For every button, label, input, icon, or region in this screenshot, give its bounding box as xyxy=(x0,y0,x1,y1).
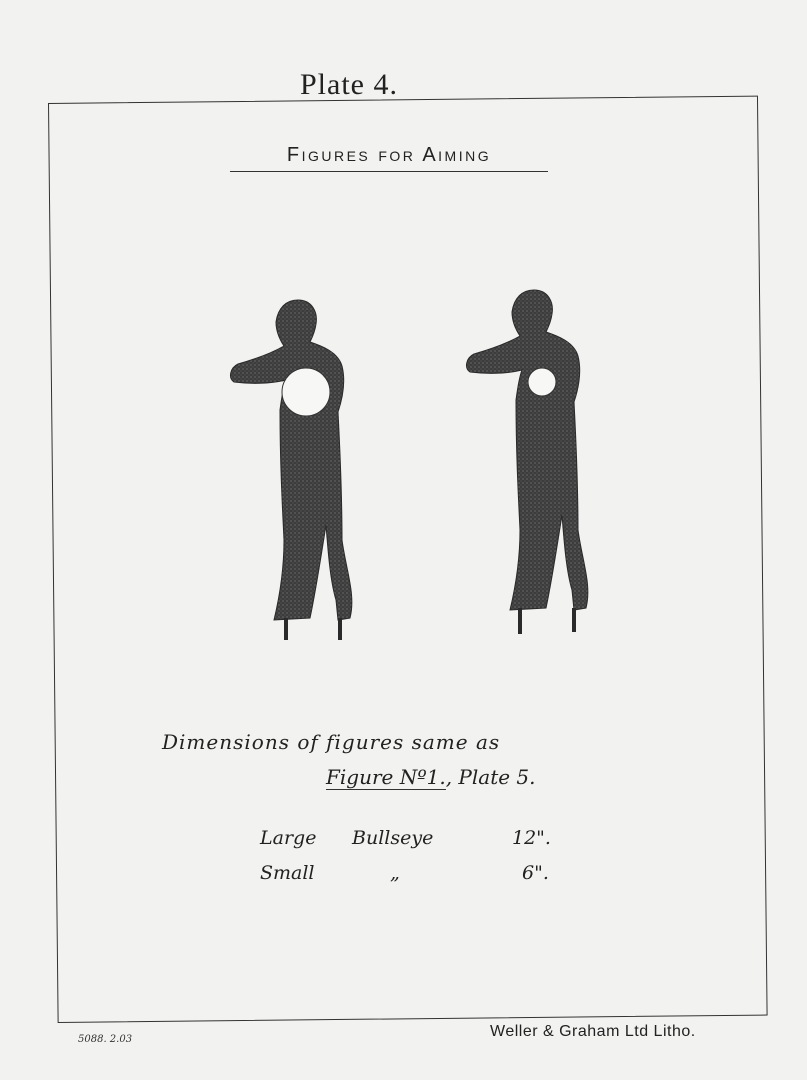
figure-silhouette xyxy=(467,290,588,610)
figure-peg xyxy=(572,608,576,632)
dimensions-note: Dimensions of figures same as xyxy=(162,730,501,754)
figure-small-bullseye xyxy=(467,290,588,634)
heading: Figures for Aiming xyxy=(230,144,548,172)
bullseye-large xyxy=(282,368,330,416)
figure-peg xyxy=(338,618,342,640)
bullseye-size: 12". xyxy=(512,827,551,849)
plate-reference: , Plate 5. xyxy=(445,765,536,789)
figure-silhouette xyxy=(231,300,352,620)
bullseye-size: 6". xyxy=(522,862,549,884)
plate-title: Plate 4. xyxy=(300,68,398,101)
dimensions-reference xyxy=(326,765,536,789)
bullseye-label: Large xyxy=(260,827,317,849)
figure-peg xyxy=(284,618,288,640)
figure-large-bullseye xyxy=(231,300,352,640)
bullseye-label: Small xyxy=(260,862,315,884)
ditto-mark: „ xyxy=(390,862,400,884)
figure-reference: Figure Nº1. xyxy=(326,765,446,789)
print-reference: 5088. 2.03 xyxy=(78,1034,133,1045)
printer-credit: Weller & Graham Ltd Litho. xyxy=(490,1023,696,1040)
bullseye-word: Bullseye xyxy=(352,827,434,849)
aiming-figures xyxy=(220,280,620,660)
figure-peg xyxy=(518,608,522,634)
bullseye-small xyxy=(528,368,556,396)
